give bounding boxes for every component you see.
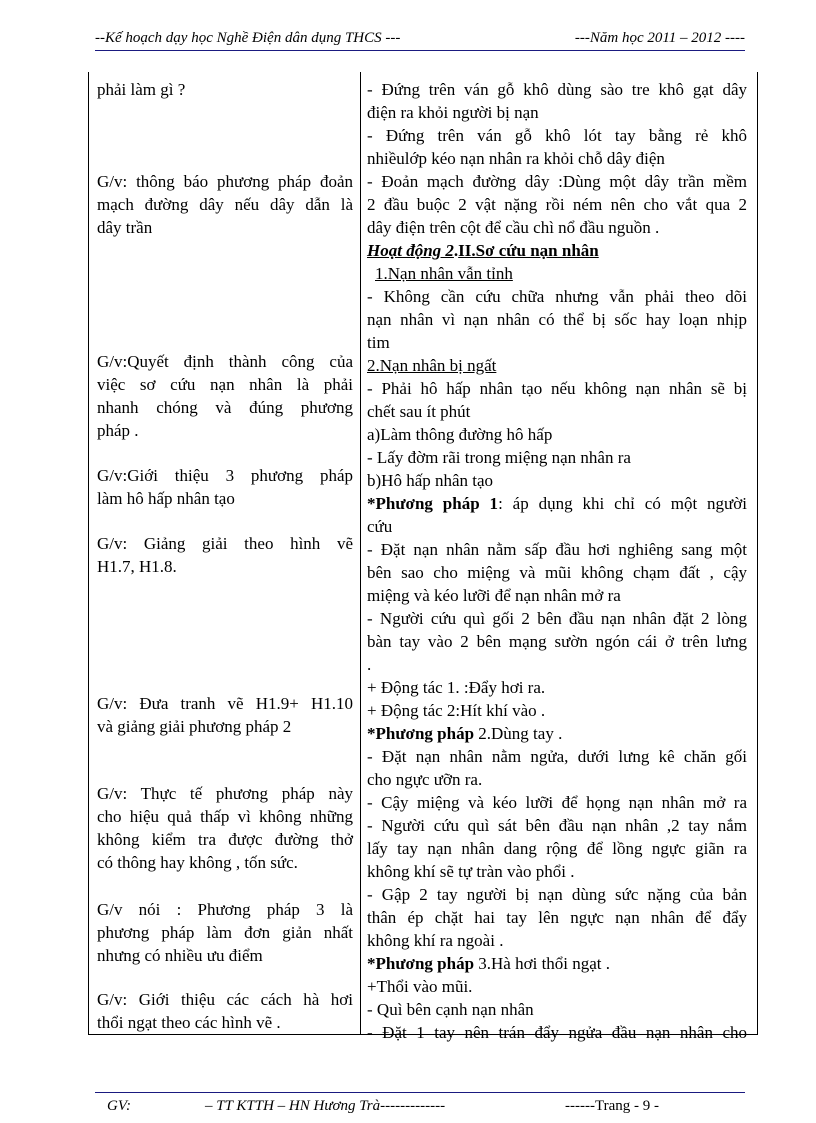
footer-page-number: ------Trang - 9 - xyxy=(565,1098,659,1114)
teacher-note-4: G/v:Giới thiệu 3 phương pháp làm hô hấp nhân tạo xyxy=(97,466,353,508)
footer-gv: GV: xyxy=(107,1098,132,1114)
column-divider xyxy=(360,72,361,1034)
teacher-note-5: G/v: Giảng giải theo hình vẽ H1.7, H1.8. xyxy=(97,534,353,576)
header-year: ---Năm học 2011 – 2012 ---- xyxy=(574,30,745,46)
teacher-note-1: phải làm gì ? xyxy=(97,80,186,99)
footer-divider xyxy=(95,1092,745,1093)
lesson-content: - Đứng trên ván gỗ khô dùng sào tre khô gạt dây điện ra khỏi người bị nạn - Đứng trên ván gỗ khô lót tay bằng rẻ khô nhiềulớp kéo nạn nhân ra khỏi chỗ dây điện - Đoản mạch đường dây :Dùng một dây trần mềm 2 đầu buộc 2 vật nặng rồi ném nên cho vắt qua 2 dây điện trên cột để cầu chì nổ đầu nguồn . Hoạt động 2.II.Sơ cứu nạn nhân 1.Nạn nhân vẫn tỉnh - Không cần cứu chữa nhưng vẫn phải theo dõi nạn nhân vì nạn nhân có thể bị sốc hay loạn nhịp tim 2.Nạn nhân bị ngất - Phải hô hấp nhân tạo nếu không nạn nhân sẽ bị chết sau ít phút a)Làm thông đường hô hấp - Lấy đờm rãi trong miệng nạn nhân ra b)Hô hấp nhân tạo *Phương pháp 1: áp dụng khi chỉ có một người cứu - Đặt nạn nhân nằm sấp đầu hơi nghiêng sang một bên sao cho miệng và mũi không chạm đất , cậy miệng và kéo lưỡi để nạn nhân mở ra - Người cứu quì gối 2 bên đầu nạn nhân đặt 2 lòng bàn tay vào 2 bên mạng sườn ngón cái ở trên lưng . + Động tác 1. :Đẩy hơi ra. + Động tác 2:Hít khí vào . *Phương pháp 2.Dùng tay . - Đặt nạn nhân nằm ngửa, dưới lưng kê chăn gối cho ngực ưỡn ra. - Cậy miệng và kéo lưỡi để họng nạn nhân mở ra - Người cứu quì sát bên đầu nạn nhân ,2 tay nắm lấy tay nạn nhân dang rộng để lồng ngực giãn ra không khí sẽ tự tràn vào phổi . - Gập 2 tay người bị nạn dùng sức nặng của bản thân ép chặt hai tay lên ngực nạn nhân để đẩy không khí ra ngoài . *Phương pháp 3.Hà hơi thổi ngạt . +Thổi vào mũi. - Quì bên cạnh nạn nhân - Đặt 1 tay nên trán đẩy ngửa đầu nạn nhân cho xyxy=(367,80,747,1042)
footer-center: – TT KTTH – HN Hương Trà------------- xyxy=(205,1098,446,1114)
teacher-note-6: G/v: Đưa tranh vẽ H1.9+ H1.10 và giảng giải phương pháp 2 xyxy=(97,694,353,736)
teacher-note-3: G/v:Quyết định thành công của việc sơ cứu nạn nhân là phải nhanh chóng và đúng phương pháp . xyxy=(97,352,353,440)
subheading-unconscious: 2.Nạn nhân bị ngất xyxy=(367,356,497,375)
teacher-note-8: G/v nói : Phương pháp 3 là phương pháp làm đơn giản nhất nhưng có nhiều ưu điểm xyxy=(97,900,353,965)
header-divider xyxy=(95,50,745,51)
page-header xyxy=(95,30,745,50)
teacher-note-2: G/v: thông báo phương pháp đoản mạch đường dây nếu dây dẫn là dây trần xyxy=(97,172,353,237)
method-3-line: *Phương pháp 3.Hà hơi thổi ngạt . xyxy=(367,954,611,973)
method-1-line: *Phương pháp 1: áp dụng khi chỉ có một người xyxy=(367,494,747,513)
teacher-note-9: G/v: Giới thiệu các cách hà hơi thổi ngạt theo các hình vẽ . xyxy=(97,990,353,1032)
method-2-line: *Phương pháp 2.Dùng tay . xyxy=(367,724,563,743)
subheading-conscious: 1.Nạn nhân vẫn tỉnh xyxy=(375,264,513,283)
activity-heading: Hoạt động 2.II.Sơ cứu nạn nhân xyxy=(367,241,599,260)
lesson-table xyxy=(88,72,758,1042)
header-title: --Kế hoạch dạy học Nghề Điện dân dụng THCS --- xyxy=(95,30,401,46)
teacher-note-7: G/v: Thực tế phương pháp này cho hiệu quả thấp vì không những không kiểm tra được đường thở có thông hay không , tốn sức. xyxy=(97,784,353,872)
